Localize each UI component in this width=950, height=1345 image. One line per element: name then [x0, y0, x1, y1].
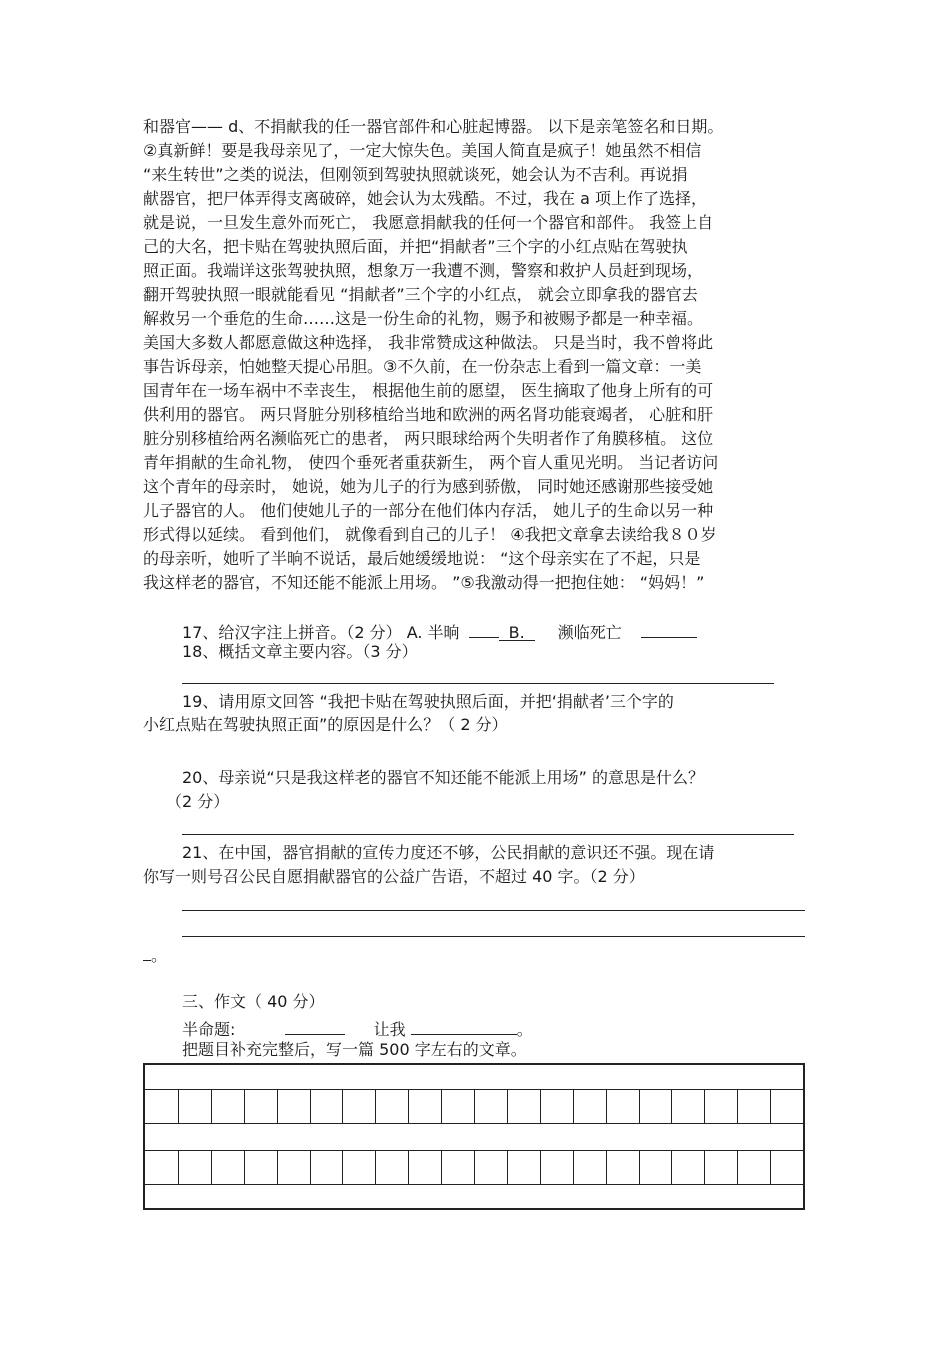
- grid-cell-divider: [408, 1150, 409, 1184]
- passage-line: 儿子器官的人。 他们使她儿子的一部分在他们体内存活， 她儿子的生命以另一种: [143, 501, 714, 520]
- answer-line-20[interactable]: [182, 834, 794, 835]
- grid-cell-divider: [639, 1089, 640, 1123]
- passage-line: 献器官，把尸体弄得支离破碎，她会认为太残酷。不过，我在 a 项上作了选择，: [143, 189, 707, 208]
- grid-cell-divider: [375, 1089, 376, 1123]
- grid-cell-divider: [178, 1089, 179, 1123]
- grid-cell-divider: [441, 1150, 442, 1184]
- passage-line: 的母亲听，她听了半晌不说话，最后她缓缓地说： “这个母亲实在了不起，只是: [143, 549, 701, 568]
- question-17-prefix: 17、给汉字注上拼音。（2 分） A. 半晌: [182, 623, 460, 642]
- question-19-line-2: 小红点贴在驾驶执照正面”的原因是什么？（ 2 分）: [143, 715, 508, 734]
- passage-line: 就是说，一旦发生意外而死亡， 我愿意捐献我的任何一个器官和部件。 我签上自: [143, 213, 714, 232]
- passage-line: 脏分别移植给两名濒临死亡的患者， 两只眼球给两个失明者作了角膜移植。 这位: [143, 429, 714, 448]
- grid-cell-divider: [573, 1150, 574, 1184]
- grid-cell-divider: [441, 1089, 442, 1123]
- grid-cell-divider: [573, 1089, 574, 1123]
- answer-line-18[interactable]: [182, 683, 774, 684]
- title-blank-2[interactable]: [411, 1016, 517, 1035]
- grid-cell-divider: [244, 1089, 245, 1123]
- grid-cell-divider: [540, 1089, 541, 1123]
- passage-line: 国青年在一场车祸中不幸丧生， 根据他生前的愿望， 医生摘取了他身上所有的可: [143, 381, 714, 400]
- passage-line: 我这样老的器官，不知还能不能派上用场。 ”⑤我激动得一把抱住她： “妈妈！”: [143, 573, 705, 592]
- question-17: [182, 619, 697, 641]
- grid-row-line: [145, 1123, 803, 1124]
- title-middle-text: 让我: [373, 1020, 406, 1039]
- answer-blank-a[interactable]: [469, 619, 499, 638]
- grid-cell-divider: [737, 1150, 738, 1184]
- passage-line: “来生转世”之类的说法，但刚领到驾驶执照就谈死，她会认为不吉利。再说捐: [143, 165, 688, 184]
- question-20-line-2: （2 分）: [166, 792, 230, 811]
- answer-line-21a[interactable]: [182, 910, 805, 911]
- grid-cell-divider: [540, 1150, 541, 1184]
- grid-cell-divider: [375, 1150, 376, 1184]
- grid-cell-divider: [408, 1089, 409, 1123]
- grid-cell-divider: [178, 1150, 179, 1184]
- passage-line: 这个青年的母亲时， 她说，她为儿子的行为感到骄傲， 同时她还感谢那些接受她: [143, 477, 714, 496]
- grid-cell-divider: [507, 1089, 508, 1123]
- grid-cell-divider: [310, 1150, 311, 1184]
- passage-line: 和器官—— d、不捐献我的任一器官部件和心脏起博器。 以下是亲笔签名和日期。: [143, 117, 724, 136]
- grid-cell-divider: [310, 1089, 311, 1123]
- short-blank[interactable]: [143, 946, 151, 961]
- passage-line: 己的大名，把卡贴在驾驶执照后面，并把“捐献者”三个字的小红点贴在驾驶执: [143, 237, 688, 256]
- grid-cell-divider: [211, 1150, 212, 1184]
- passage-line: 事告诉母亲，怕她整天提心吊胆。③不久前，在一份杂志上看到一篇文章：一美: [143, 357, 702, 376]
- answer-line-21b[interactable]: [182, 936, 805, 937]
- title-blank-1[interactable]: [285, 1016, 345, 1035]
- grid-cell-divider: [671, 1150, 672, 1184]
- passage-line: 供利用的器官。 两只肾脏分别移植给当地和欧洲的两名肾功能衰竭者， 心脏和肝: [143, 405, 714, 424]
- composition-heading: 三、作文（ 40 分）: [182, 992, 325, 1011]
- grid-cell-divider: [342, 1089, 343, 1123]
- composition-instruction: 把题目补充完整后，写一篇 500 字左右的文章。: [182, 1040, 527, 1059]
- grid-cell-divider: [704, 1089, 705, 1123]
- passage-line: 形式得以延续。 看到他们， 就像看到自己的儿子！ ④我把文章拿去读给我８０岁: [143, 525, 717, 544]
- grid-cell-divider: [507, 1150, 508, 1184]
- composition-half-title: [182, 1016, 533, 1038]
- passage-line: 翻开驾驶执照一眼就能看见 “捐献者”三个字的小红点， 就会立即拿我的器官去: [143, 285, 698, 304]
- answer-blank-c[interactable]: [641, 619, 697, 638]
- grid-row-line: [145, 1184, 803, 1185]
- grid-cell-divider: [770, 1150, 771, 1184]
- grid-cell-divider: [639, 1150, 640, 1184]
- trailing-mark: [143, 945, 167, 967]
- half-title-label: 半命题:: [182, 1020, 236, 1039]
- grid-cell-divider: [671, 1089, 672, 1123]
- grid-cell-divider: [277, 1089, 278, 1123]
- grid-cell-divider: [474, 1150, 475, 1184]
- question-19-line-1: 19、请用原文回答 “我把卡贴在驾驶执照后面，并把‘捐献者’三个字的: [182, 692, 674, 711]
- question-17-item-c: 濒临死亡: [557, 623, 622, 642]
- grid-cell-divider: [277, 1150, 278, 1184]
- grid-cell-divider: [474, 1089, 475, 1123]
- grid-cell-divider: [211, 1089, 212, 1123]
- trailing-mark-text: 。: [151, 946, 168, 965]
- title-end-mark: 。: [516, 1020, 533, 1039]
- question-21-line-1: 21、在中国，器官捐献的宣传力度还不够，公民捐献的意识还不强。现在请: [182, 843, 715, 862]
- passage-line: 解救另一个垂危的生命……这是一份生命的礼物，赐予和被赐予都是一种幸福。: [143, 309, 704, 328]
- grid-cell-divider: [704, 1150, 705, 1184]
- passage-line: 美国大多数人都愿意做这种选择， 我非常赞成这种做法。 只是当时，我不曾将此: [143, 333, 714, 352]
- question-20-line-1: 20、母亲说“只是我这样老的器官不知还能不能派上用场” 的意思是什么？: [182, 768, 705, 787]
- grid-cell-divider: [342, 1150, 343, 1184]
- grid-cell-divider: [770, 1089, 771, 1123]
- passage-line: 青年捐献的生命礼物， 使四个垂死者重获新生， 两个盲人重见光明。 当记者访问: [143, 453, 719, 472]
- grid-cell-divider: [606, 1089, 607, 1123]
- answer-blank-b-label: B.: [499, 622, 535, 641]
- passage-line: ②真新鲜！要是我母亲见了，一定大惊失色。美国人简直是疯子！她虽然不相信: [143, 141, 702, 160]
- grid-cell-divider: [244, 1150, 245, 1184]
- question-21-line-2: 你写一则号召公民自愿捐献器官的公益广告语，不超过 40 字。（2 分）: [143, 867, 645, 886]
- grid-cell-divider: [737, 1089, 738, 1123]
- grid-cell-divider: [606, 1150, 607, 1184]
- question-18: 18、概括文章主要内容。（3 分）: [182, 642, 418, 661]
- composition-grid[interactable]: [143, 1063, 805, 1210]
- passage-line: 照正面。我端详这张驾驶执照，想象万一我遭不测，警察和救护人员赶到现场，: [143, 261, 704, 280]
